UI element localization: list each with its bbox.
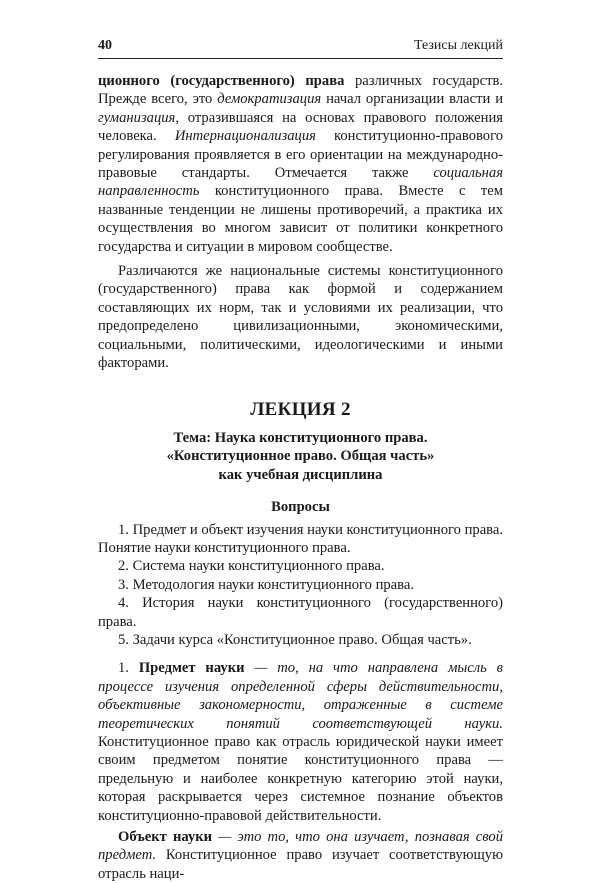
- bold-term: Предмет науки: [138, 660, 245, 677]
- text-run: различных государств. Прежде всего, это: [98, 73, 503, 108]
- item-number: 1.: [118, 660, 139, 677]
- question-item: 1. Предмет и объект изучения науки конституционного права. Понятие науки конституционного права.: [98, 521, 503, 556]
- italic-term: Интернационализация: [174, 128, 316, 145]
- text-run: конституционно-правового регулирования проявляется в его ориентации на международно-правовые стандарты. Отмечается также: [98, 128, 504, 182]
- lecture-title: ЛЕКЦИЯ 2: [250, 398, 351, 420]
- running-title: Тезисы лекций: [413, 38, 503, 53]
- paragraph-object: [98, 828, 503, 883]
- lecture-topic: [98, 429, 503, 484]
- question-item: 3. Методология науки конституционного права.: [118, 576, 414, 593]
- questions-heading: Вопросы: [271, 499, 330, 516]
- italic-term: демократизация: [217, 91, 322, 108]
- bold-term: Объект науки: [118, 829, 213, 846]
- paragraph-continuation: [98, 72, 503, 256]
- italic-definition: — то, на что направлена мысль в процессе изучения определенной сферы действительности, объективные закономерности, отраженные в системе теоретических понятий соответствующей науки.: [98, 660, 503, 732]
- text-run: Конституционное право как отрасль юридической науки имеет своим предметом понятие конституционного права — предельную и наиболее конкретную категорию этой науки, которая раскрывается через системное познание объектов конституционно-правовой действительности.: [98, 734, 503, 824]
- italic-definition: — это то, что она изучает, познавая свой предмет.: [98, 829, 504, 864]
- text-run: , отразившаяся на основах правового положения человека.: [98, 109, 503, 145]
- italic-term: социальная направленность: [98, 165, 503, 200]
- question-item: 2. Система науки конституционного права.: [118, 558, 385, 575]
- topic-line: как учебная дисциплина: [218, 466, 383, 483]
- paragraph-subject: [98, 659, 503, 825]
- bold-term: ционного (государственного) права: [98, 73, 345, 89]
- topic-line: Тема: Наука конституционного права.: [173, 429, 428, 446]
- text-run: конституционного права. Вместе с тем названные тенденции не лишены противоречий, а практика их осуществления во многом зависит от политики конкретного государства и ситуации в мировом сообществе.: [98, 183, 503, 255]
- text-run: Конституционное право изучает соответствующую отрасль наци-: [98, 847, 503, 882]
- text-run: начал организации власти и: [321, 91, 504, 108]
- question-item: 4. История науки конституционного (государственного) права.: [98, 595, 503, 630]
- question-item: 5. Задачи курса «Конституционное право. Общая часть».: [118, 631, 472, 648]
- page-body: [98, 72, 503, 883]
- page-number: 40: [98, 38, 112, 53]
- italic-term: гуманизация: [98, 109, 176, 126]
- running-header: [98, 38, 503, 59]
- paragraph: Различаются же национальные системы конституционного (государственного) права как формой и содержанием составляющих их норм, так и условиями их реализации, что предопределено цивилизационными, экономическими, социальными, политическими, идеологическими и иными факторами.: [98, 263, 503, 372]
- questions-list: [98, 521, 503, 650]
- topic-line: «Конституционное право. Общая часть»: [166, 448, 435, 465]
